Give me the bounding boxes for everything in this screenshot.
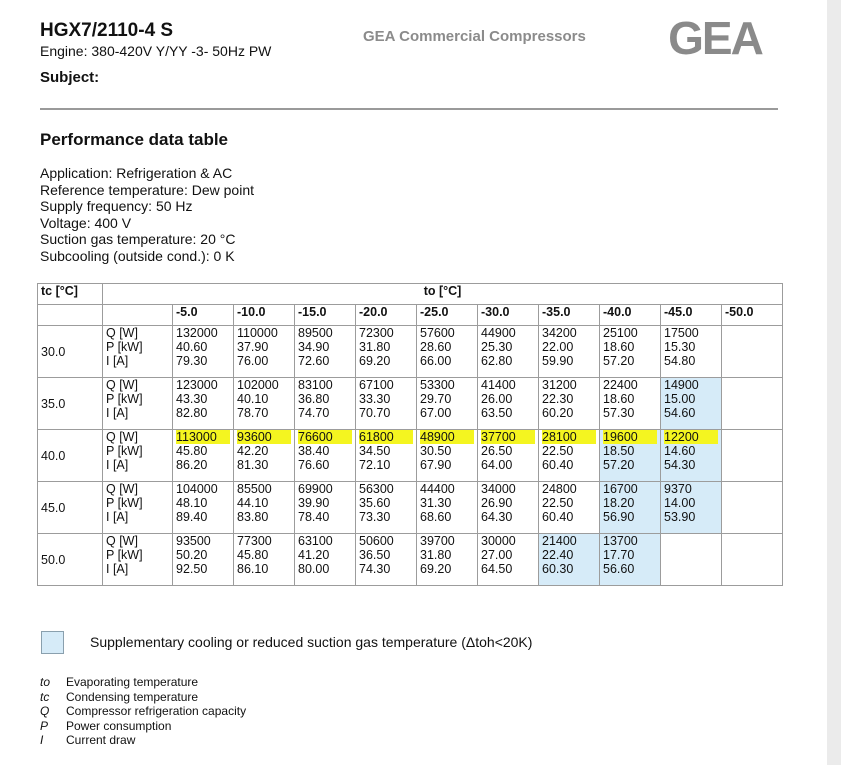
capacity-value: 110000 bbox=[237, 326, 278, 340]
quantity-label: I [A] bbox=[106, 354, 129, 368]
current-value: 54.80 bbox=[664, 354, 696, 368]
quantity-label: P [kW] bbox=[106, 496, 143, 510]
data-cell bbox=[295, 378, 356, 430]
current-value: 53.90 bbox=[664, 510, 696, 524]
quantity-label: I [A] bbox=[106, 458, 129, 472]
power-value: 15.00 bbox=[664, 392, 696, 406]
quantity-labels bbox=[103, 430, 173, 482]
to-values-row bbox=[38, 305, 783, 326]
quantity-labels bbox=[103, 534, 173, 586]
power-value: 17.70 bbox=[603, 548, 635, 562]
current-value: 63.50 bbox=[481, 406, 513, 420]
data-cell bbox=[661, 430, 722, 482]
current-value: 57.20 bbox=[603, 458, 635, 472]
to-value: -20.0 bbox=[356, 305, 417, 326]
to-value: -30.0 bbox=[478, 305, 539, 326]
quantity-label: I [A] bbox=[106, 406, 129, 420]
power-value: 26.00 bbox=[481, 392, 513, 406]
data-cell bbox=[478, 378, 539, 430]
power-value: 26.90 bbox=[481, 496, 513, 510]
power-value: 36.50 bbox=[359, 548, 391, 562]
current-value: 82.80 bbox=[176, 406, 208, 420]
company-name: GEA Commercial Compressors bbox=[363, 28, 586, 45]
data-cell bbox=[722, 482, 783, 534]
definition-item bbox=[40, 704, 246, 719]
quantity-label: P [kW] bbox=[106, 392, 143, 406]
current-value: 72.60 bbox=[298, 354, 330, 368]
data-cell bbox=[356, 482, 417, 534]
supplementary-legend-text: Supplementary cooling or reduced suction gas temperature (Δtoh<20K) bbox=[90, 634, 533, 650]
capacity-value: 123000 bbox=[176, 378, 218, 392]
current-value: 64.00 bbox=[481, 458, 513, 472]
to-value: -35.0 bbox=[539, 305, 600, 326]
data-cell bbox=[173, 482, 234, 534]
capacity-value: 13700 bbox=[603, 534, 638, 548]
current-value: 78.70 bbox=[237, 406, 269, 420]
current-value: 92.50 bbox=[176, 562, 208, 576]
table-row bbox=[38, 326, 783, 378]
tc-value: 45.0 bbox=[38, 482, 103, 534]
data-cell bbox=[722, 534, 783, 586]
data-cell bbox=[478, 430, 539, 482]
param-voltage: Voltage: 400 V bbox=[40, 214, 132, 231]
power-value: 36.80 bbox=[298, 392, 330, 406]
current-value: 62.80 bbox=[481, 354, 513, 368]
current-value: 68.60 bbox=[420, 510, 452, 524]
definition-symbol: P bbox=[40, 718, 49, 733]
quantity-label: Q [W] bbox=[106, 482, 138, 496]
capacity-value: 44900 bbox=[481, 326, 516, 340]
capacity-value: 25100 bbox=[603, 326, 638, 340]
current-value: 64.50 bbox=[481, 562, 513, 576]
current-value: 60.40 bbox=[542, 510, 574, 524]
power-value: 31.80 bbox=[420, 548, 452, 562]
to-value: -45.0 bbox=[661, 305, 722, 326]
definition-text: Compressor refrigeration capacity bbox=[66, 704, 247, 718]
capacity-value: 17500 bbox=[664, 326, 699, 340]
data-cell bbox=[417, 430, 478, 482]
current-value: 54.30 bbox=[664, 458, 696, 472]
data-cell bbox=[356, 534, 417, 586]
current-value: 74.70 bbox=[298, 406, 330, 420]
power-value: 22.40 bbox=[542, 548, 574, 562]
data-cell bbox=[356, 326, 417, 378]
capacity-value: 83100 bbox=[298, 378, 333, 392]
capacity-value: 67100 bbox=[359, 378, 394, 392]
power-value: 42.20 bbox=[237, 444, 269, 458]
capacity-value: 76600 bbox=[298, 430, 352, 444]
capacity-value: 9370 bbox=[664, 482, 692, 496]
table-header-row bbox=[38, 284, 783, 305]
capacity-value: 93500 bbox=[176, 534, 211, 548]
power-value: 43.30 bbox=[176, 392, 208, 406]
capacity-value: 24800 bbox=[542, 482, 577, 496]
capacity-value: 30000 bbox=[481, 534, 516, 548]
current-value: 78.40 bbox=[298, 510, 330, 524]
model-title: HGX7/2110-4 S bbox=[40, 20, 174, 41]
data-cell bbox=[173, 326, 234, 378]
data-cell bbox=[173, 534, 234, 586]
capacity-value: 37700 bbox=[481, 430, 535, 444]
data-cell bbox=[234, 378, 295, 430]
power-value: 38.40 bbox=[298, 444, 330, 458]
current-value: 76.00 bbox=[237, 354, 269, 368]
capacity-value: 72300 bbox=[359, 326, 394, 340]
power-value: 27.00 bbox=[481, 548, 513, 562]
data-cell bbox=[173, 378, 234, 430]
capacity-value: 34000 bbox=[481, 482, 516, 496]
power-value: 15.30 bbox=[664, 340, 696, 354]
data-cell bbox=[539, 378, 600, 430]
to-header: to [°C] bbox=[103, 284, 783, 305]
definition-symbol: to bbox=[40, 675, 51, 689]
to-value: -5.0 bbox=[173, 305, 234, 326]
current-value: 86.10 bbox=[237, 562, 269, 576]
subject-label: Subject: bbox=[40, 69, 100, 86]
capacity-value: 50600 bbox=[359, 534, 394, 548]
to-value: -50.0 bbox=[722, 305, 783, 326]
quantity-label: P [kW] bbox=[106, 548, 143, 562]
power-value: 31.80 bbox=[359, 340, 391, 354]
capacity-value: 102000 bbox=[237, 378, 279, 392]
power-value: 29.70 bbox=[420, 392, 452, 406]
gea-logo bbox=[645, 14, 785, 60]
data-cell bbox=[600, 326, 661, 378]
power-value: 50.20 bbox=[176, 548, 208, 562]
quantity-label: P [kW] bbox=[106, 340, 143, 354]
power-value: 22.50 bbox=[542, 444, 574, 458]
capacity-value: 28100 bbox=[542, 430, 596, 444]
quantity-label: Q [W] bbox=[106, 430, 138, 444]
power-value: 39.90 bbox=[298, 496, 330, 510]
power-value: 41.20 bbox=[298, 548, 330, 562]
current-value: 57.30 bbox=[603, 406, 635, 420]
to-value: -10.0 bbox=[234, 305, 295, 326]
current-value: 76.60 bbox=[298, 458, 330, 472]
data-cell bbox=[234, 534, 295, 586]
power-value: 14.00 bbox=[664, 496, 696, 510]
table-row bbox=[38, 430, 783, 482]
current-value: 69.20 bbox=[359, 354, 391, 368]
capacity-value: 44400 bbox=[420, 482, 455, 496]
current-value: 54.60 bbox=[664, 406, 696, 420]
power-value: 26.50 bbox=[481, 444, 513, 458]
definition-item bbox=[40, 675, 246, 690]
data-cell bbox=[722, 378, 783, 430]
current-value: 56.60 bbox=[603, 562, 635, 576]
current-value: 67.90 bbox=[420, 458, 452, 472]
data-cell bbox=[417, 482, 478, 534]
power-value: 18.60 bbox=[603, 340, 635, 354]
data-cell bbox=[539, 326, 600, 378]
quantity-labels bbox=[103, 326, 173, 378]
data-cell bbox=[661, 378, 722, 430]
data-cell bbox=[539, 482, 600, 534]
capacity-value: 16700 bbox=[603, 482, 638, 496]
capacity-value: 14900 bbox=[664, 378, 699, 392]
param-suction-gas-temp: Suction gas temperature: 20 °C bbox=[40, 231, 236, 248]
capacity-value: 104000 bbox=[176, 482, 218, 496]
current-value: 89.40 bbox=[176, 510, 208, 524]
data-cell bbox=[661, 482, 722, 534]
power-value: 22.30 bbox=[542, 392, 574, 406]
capacity-value: 48900 bbox=[420, 430, 474, 444]
param-reference-temp: Reference temperature: Dew point bbox=[40, 181, 254, 198]
capacity-value: 19600 bbox=[603, 430, 657, 444]
tc-value: 50.0 bbox=[38, 534, 103, 586]
definition-item bbox=[40, 719, 246, 734]
definition-symbol: tc bbox=[40, 689, 50, 704]
quantity-labels bbox=[103, 482, 173, 534]
data-cell bbox=[661, 534, 722, 586]
data-cell bbox=[295, 482, 356, 534]
definition-text: Power consumption bbox=[66, 718, 172, 733]
power-value: 31.30 bbox=[420, 496, 452, 510]
to-value: -15.0 bbox=[295, 305, 356, 326]
power-value: 18.20 bbox=[603, 496, 635, 510]
current-value: 69.20 bbox=[420, 562, 452, 576]
power-value: 14.60 bbox=[664, 444, 696, 458]
quantity-label: I [A] bbox=[106, 510, 129, 524]
power-value: 37.90 bbox=[237, 340, 269, 354]
power-value: 45.80 bbox=[176, 444, 208, 458]
data-cell bbox=[173, 430, 234, 482]
engine-spec: Engine: 380-420V Y/YY -3- 50Hz PW bbox=[40, 43, 272, 59]
tc-value: 40.0 bbox=[38, 430, 103, 482]
data-cell bbox=[417, 534, 478, 586]
current-value: 79.30 bbox=[176, 354, 208, 368]
data-cell bbox=[600, 430, 661, 482]
power-value: 18.50 bbox=[603, 444, 635, 458]
data-cell bbox=[478, 534, 539, 586]
capacity-value: 85500 bbox=[237, 482, 272, 496]
header-divider bbox=[40, 108, 778, 110]
param-subcooling: Subcooling (outside cond.): 0 K bbox=[40, 247, 235, 264]
power-value: 25.30 bbox=[481, 340, 513, 354]
power-value: 48.10 bbox=[176, 496, 208, 510]
page-edge bbox=[827, 0, 841, 765]
logo-text: GEA bbox=[668, 14, 762, 60]
data-cell bbox=[478, 326, 539, 378]
power-value: 40.10 bbox=[237, 392, 269, 406]
capacity-value: 113000 bbox=[176, 430, 230, 444]
table-row bbox=[38, 378, 783, 430]
capacity-value: 41400 bbox=[481, 378, 516, 392]
definition-text: Current draw bbox=[66, 733, 136, 747]
quantity-label: Q [W] bbox=[106, 326, 138, 340]
capacity-value: 56300 bbox=[359, 482, 394, 496]
power-value: 40.60 bbox=[176, 340, 208, 354]
data-cell bbox=[295, 326, 356, 378]
quantity-label: P [kW] bbox=[106, 444, 143, 458]
param-application: Application: Refrigeration & AC bbox=[40, 165, 233, 181]
param-supply-frequency: Supply frequency: 50 Hz bbox=[40, 198, 193, 215]
power-value: 22.00 bbox=[542, 340, 574, 354]
capacity-value: 57600 bbox=[420, 326, 455, 340]
definition-symbol: I bbox=[40, 733, 44, 747]
power-value: 28.60 bbox=[420, 340, 452, 354]
quantity-label: Q [W] bbox=[106, 378, 138, 392]
current-value: 83.80 bbox=[237, 510, 269, 524]
current-value: 72.10 bbox=[359, 458, 391, 472]
data-cell bbox=[722, 326, 783, 378]
power-value: 18.60 bbox=[603, 392, 635, 406]
data-cell bbox=[600, 534, 661, 586]
capacity-value: 89500 bbox=[298, 326, 333, 340]
definition-item bbox=[40, 733, 246, 748]
quantity-labels bbox=[103, 378, 173, 430]
tc-value: 35.0 bbox=[38, 378, 103, 430]
data-cell bbox=[417, 326, 478, 378]
capacity-value: 21400 bbox=[542, 534, 577, 548]
data-cell bbox=[600, 482, 661, 534]
current-value: 67.00 bbox=[420, 406, 452, 420]
table-row bbox=[38, 482, 783, 534]
data-cell bbox=[417, 378, 478, 430]
data-cell bbox=[356, 378, 417, 430]
current-value: 60.20 bbox=[542, 406, 574, 420]
current-value: 86.20 bbox=[176, 458, 208, 472]
capacity-value: 34200 bbox=[542, 326, 577, 340]
current-value: 73.30 bbox=[359, 510, 391, 524]
tc-value: 30.0 bbox=[38, 326, 103, 378]
data-cell bbox=[600, 378, 661, 430]
quantity-label: Q [W] bbox=[106, 534, 138, 548]
current-value: 56.90 bbox=[603, 510, 635, 524]
parameter-list bbox=[40, 165, 254, 265]
data-cell bbox=[478, 482, 539, 534]
capacity-value: 12200 bbox=[664, 430, 718, 444]
data-cell bbox=[539, 534, 600, 586]
current-value: 59.90 bbox=[542, 354, 574, 368]
definition-symbol: Q bbox=[40, 704, 50, 718]
current-value: 60.40 bbox=[542, 458, 574, 472]
to-value: -25.0 bbox=[417, 305, 478, 326]
capacity-value: 39700 bbox=[420, 534, 455, 548]
capacity-value: 61800 bbox=[359, 430, 413, 444]
data-cell bbox=[356, 430, 417, 482]
data-cell bbox=[722, 430, 783, 482]
empty-cell bbox=[38, 305, 103, 326]
capacity-value: 69900 bbox=[298, 482, 333, 496]
capacity-value: 31200 bbox=[542, 378, 577, 392]
to-value: -40.0 bbox=[600, 305, 661, 326]
capacity-value: 77300 bbox=[237, 534, 272, 548]
current-value: 64.30 bbox=[481, 510, 513, 524]
definition-item bbox=[40, 690, 246, 705]
tc-header: tc [°C] bbox=[38, 284, 103, 305]
power-value: 34.90 bbox=[298, 340, 330, 354]
capacity-value: 22400 bbox=[603, 378, 638, 392]
data-cell bbox=[234, 430, 295, 482]
power-value: 22.50 bbox=[542, 496, 574, 510]
definition-text: Evaporating temperature bbox=[66, 675, 199, 689]
data-cell bbox=[295, 534, 356, 586]
current-value: 80.00 bbox=[298, 562, 330, 576]
definition-text: Condensing temperature bbox=[66, 689, 199, 704]
section-title: Performance data table bbox=[40, 130, 229, 149]
power-value: 44.10 bbox=[237, 496, 269, 510]
data-cell bbox=[539, 430, 600, 482]
power-value: 35.60 bbox=[359, 496, 391, 510]
capacity-value: 93600 bbox=[237, 430, 291, 444]
power-value: 30.50 bbox=[420, 444, 452, 458]
power-value: 33.30 bbox=[359, 392, 391, 406]
data-cell bbox=[661, 326, 722, 378]
current-value: 60.30 bbox=[542, 562, 574, 576]
empty-cell bbox=[103, 305, 173, 326]
data-cell bbox=[295, 430, 356, 482]
power-value: 34.50 bbox=[359, 444, 391, 458]
symbol-definitions bbox=[40, 675, 246, 748]
current-value: 66.00 bbox=[420, 354, 452, 368]
table-row bbox=[38, 534, 783, 586]
capacity-value: 132000 bbox=[176, 326, 218, 340]
power-value: 45.80 bbox=[237, 548, 269, 562]
current-value: 74.30 bbox=[359, 562, 391, 576]
data-cell bbox=[234, 482, 295, 534]
performance-table bbox=[37, 283, 783, 586]
data-cell bbox=[234, 326, 295, 378]
capacity-value: 53300 bbox=[420, 378, 455, 392]
current-value: 81.30 bbox=[237, 458, 269, 472]
capacity-value: 63100 bbox=[298, 534, 333, 548]
current-value: 70.70 bbox=[359, 406, 391, 420]
current-value: 57.20 bbox=[603, 354, 635, 368]
quantity-label: I [A] bbox=[106, 562, 129, 576]
supplementary-legend-swatch bbox=[41, 631, 64, 654]
